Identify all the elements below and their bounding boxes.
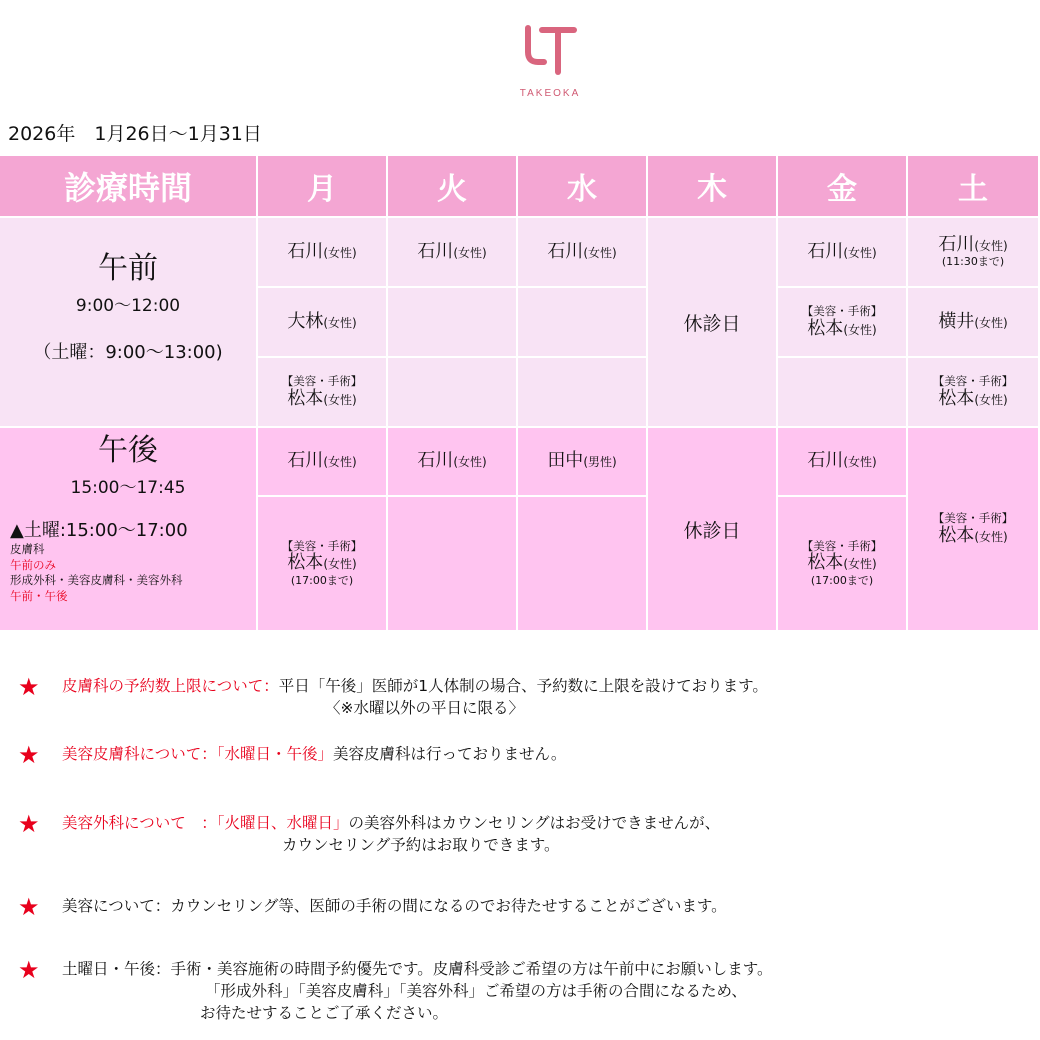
note-text-line2: 〈※水曜以外の平日に限る〉 (325, 699, 524, 717)
cell-sat-pm (908, 428, 1040, 632)
star-icon: ★ (18, 673, 40, 701)
cell-tue-am-2 (388, 288, 518, 358)
doctor-name: 松本 (287, 387, 324, 409)
doctor-gender: (女性) (843, 322, 877, 337)
doctor-name: 石川 (287, 450, 324, 472)
until-time: (11:30まで) (941, 255, 1005, 269)
cell-sat-am-3 (908, 358, 1040, 428)
cell-wed-am-3 (518, 358, 648, 428)
cell-mon-am-2 (258, 288, 388, 358)
note-highlight: 「水曜日・午後」 (216, 745, 333, 763)
doctor-name: 石川 (417, 240, 454, 262)
doctor-name: 石川 (287, 240, 324, 262)
cell-sat-am-1 (908, 218, 1040, 288)
star-icon: ★ (18, 893, 40, 921)
doctor-name: 大林 (287, 310, 324, 332)
star-icon: ★ (18, 810, 40, 838)
cell-tue-pm-1 (388, 428, 518, 497)
doctor-name: 松本 (938, 387, 975, 409)
doctor-gender: (女性) (453, 245, 487, 260)
cell-mon-am-3 (258, 358, 388, 428)
cell-wed-pm-2 (518, 497, 648, 632)
afternoon-slot (0, 428, 258, 632)
cell-mon-am-1 (258, 218, 388, 288)
note-text: 土曜日・午後：手術・美容施術の時間予約優先です。皮膚科受診ご希望の方は午前中にお願いします。 (62, 960, 773, 978)
header-friday: 金 (778, 156, 908, 218)
star-icon: ★ (18, 956, 40, 984)
cell-thu-am-closed (648, 218, 778, 428)
doctor-name: 松本 (807, 552, 844, 574)
cell-sat-am-2 (908, 288, 1040, 358)
cell-tue-pm-2 (388, 497, 518, 632)
doctor-name: 石川 (547, 240, 584, 262)
cell-tue-am-1 (388, 218, 518, 288)
doctor-name: 石川 (807, 450, 844, 472)
morning-saturday-time: （土曜：9:00～13:00) (33, 342, 223, 363)
note-text: の美容外科はカウンセリングはお受けできませんが、 (348, 814, 721, 832)
cell-wed-am-2 (518, 288, 648, 358)
header-tuesday: 火 (388, 156, 518, 218)
until-time: (17:00まで) (290, 573, 354, 587)
morning-slot (0, 218, 258, 428)
beauty-tag: 【美容・手術】 (932, 511, 1014, 526)
doctor-gender: (女性) (583, 245, 617, 260)
doctor-gender: (女性) (974, 238, 1008, 253)
cell-fri-am-3 (778, 358, 908, 428)
cell-tue-am-3 (388, 358, 518, 428)
note-text-line2: 「形成外科」「美容皮膚科」「美容外科」ご希望の方は手術の合間になるため、 (205, 982, 747, 1000)
doctor-gender: (女性) (323, 245, 357, 260)
date-range: 2026年 1月26日～1月31日 (8, 123, 262, 145)
header-saturday: 土 (908, 156, 1040, 218)
doctor-name: 田中 (547, 450, 584, 472)
note-text: 美容について：カウンセリング等、医師の手術の間になるのでお待たせすることがございます。 (62, 897, 727, 915)
afternoon-label: 午後 (98, 433, 158, 468)
beauty-tag: 【美容・手術】 (801, 538, 883, 553)
doctor-name: 石川 (807, 240, 844, 262)
afternoon-note-am-pm: 午前・午後 (10, 588, 68, 603)
doctor-name: 石川 (417, 450, 454, 472)
cell-fri-am-1 (778, 218, 908, 288)
doctor-gender: (男性) (583, 455, 617, 470)
cell-fri-am-2 (778, 288, 908, 358)
until-time: (17:00まで) (810, 573, 874, 587)
note-text: 平日「午後」医師が1人体制の場合、予約数に上限を設けております。 (278, 677, 768, 695)
doctor-gender: (女性) (323, 392, 357, 407)
doctor-gender: (女性) (323, 315, 357, 330)
header-wednesday: 水 (518, 156, 648, 218)
doctor-gender: (女性) (453, 455, 487, 470)
star-icon: ★ (18, 741, 40, 769)
morning-time: 9:00～12:00 (75, 296, 181, 316)
note-text: 美容皮膚科は行っておりません。 (332, 745, 567, 763)
afternoon-note-departments: 形成外科・美容皮膚科・美容外科 (10, 573, 183, 588)
closed-label: 休診日 (683, 312, 741, 335)
morning-label: 午前 (98, 251, 158, 286)
beauty-tag: 【美容・手術】 (801, 304, 883, 319)
header-monday: 月 (258, 156, 388, 218)
cell-wed-am-1 (518, 218, 648, 288)
afternoon-note-morning-only: 午前のみ (10, 557, 56, 572)
doctor-gender: (女性) (323, 557, 357, 572)
doctor-name: 石川 (938, 233, 975, 255)
note-highlight: 「火曜日、水曜日」 (216, 814, 349, 832)
doctor-gender: (女性) (843, 557, 877, 572)
afternoon-time: 15:00～17:45 (70, 478, 186, 498)
doctor-gender: (女性) (974, 529, 1008, 544)
closed-label: 休診日 (683, 519, 741, 542)
beauty-tag: 【美容・手術】 (932, 374, 1014, 389)
note-title: 美容皮膚科について： (62, 745, 217, 763)
doctor-gender: (女性) (843, 455, 877, 470)
doctor-name: 横井 (938, 310, 975, 332)
note-text-line3: お待たせすることご了承ください。 (200, 1004, 449, 1022)
note-title: 皮膚科の予約数上限について： (62, 677, 279, 695)
afternoon-saturday-time: ▲土曜:15:00～17:00 (10, 520, 188, 541)
doctor-gender: (女性) (323, 455, 357, 470)
cell-fri-pm-1 (778, 428, 908, 497)
doctor-gender: (女性) (974, 315, 1008, 330)
doctor-gender: (女性) (843, 245, 877, 260)
header-thursday: 木 (648, 156, 778, 218)
doctor-name: 松本 (287, 552, 324, 574)
takeoka-logo-icon (520, 22, 580, 86)
note-title: 美容外科について ： (62, 814, 217, 832)
afternoon-note-dermatology: 皮膚科 (10, 542, 45, 556)
doctor-name: 松本 (938, 524, 975, 546)
beauty-tag: 【美容・手術】 (281, 538, 363, 553)
brand-name: TAKEOKA (519, 88, 581, 99)
header-hours: 診療時間 (0, 156, 258, 218)
cell-mon-pm-1 (258, 428, 388, 497)
schedule-table (0, 156, 1040, 632)
note-text-line2: カウンセリング予約はお取りできます。 (282, 836, 560, 854)
beauty-tag: 【美容・手術】 (281, 374, 363, 389)
takeoka-logo (510, 22, 590, 102)
doctor-name: 松本 (807, 317, 844, 339)
cell-wed-pm-1 (518, 428, 648, 497)
cell-thu-pm-closed (648, 428, 778, 632)
cell-fri-pm-2 (778, 497, 908, 632)
cell-mon-pm-2 (258, 497, 388, 632)
doctor-gender: (女性) (974, 392, 1008, 407)
